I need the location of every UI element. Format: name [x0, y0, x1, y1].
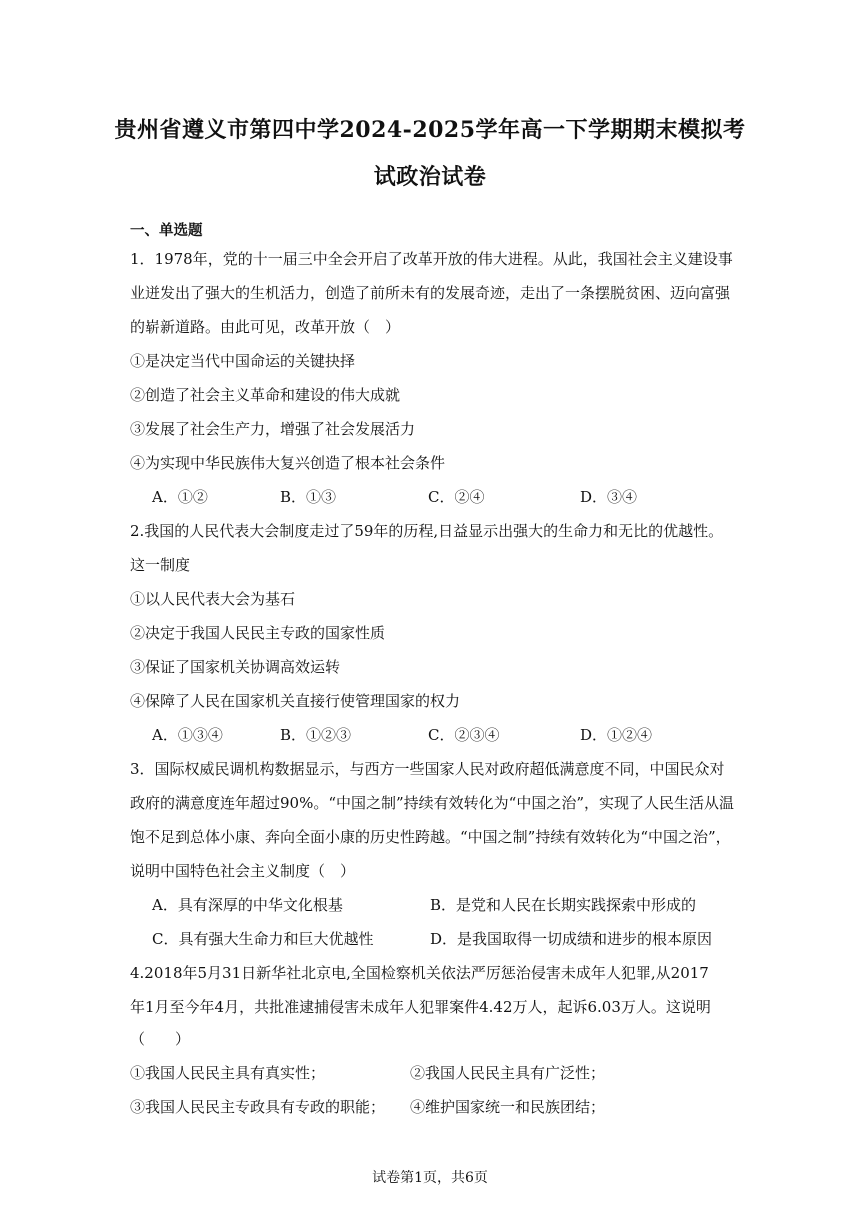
q1-option-d[interactable]: D．③④ [580, 488, 638, 506]
q3-stem-line: 3．国际权威民调机构数据显示，与西方一些国家人民对政府超低满意度不同，中国民众对 [130, 760, 725, 778]
q1-statement: ③发展了社会生产力，增强了社会发展活力 [130, 420, 416, 438]
q2-statement: ②决定于我国人民民主专政的国家性质 [130, 624, 386, 642]
q1-stem-line: 1．1978年，党的十一届三中全会开启了改革开放的伟大进程。从此，我国社会主义建设事 [130, 250, 733, 268]
q4-stem-line: （ ） [130, 1030, 191, 1048]
q3-option-b[interactable]: B．是党和人民在长期实践探索中形成的 [430, 896, 697, 914]
q4-statement-4: ④维护国家统一和民族团结； [410, 1098, 606, 1116]
q3-option-c[interactable]: C．具有强大生命力和巨大优越性 [152, 930, 374, 948]
q1-stem-line: 业迸发出了强大的生机活力，创造了前所未有的发展奇迹，走出了一条摆脱贫困、迈向富强 [130, 284, 731, 302]
q2-statement: ③保证了国家机关协调高效运转 [130, 658, 341, 676]
q1-stem-line: 的崭新道路。由此可见，改革开放（ ） [130, 318, 401, 336]
q2-option-d[interactable]: D．①②④ [580, 726, 653, 744]
q2-option-a[interactable]: A．①③④ [152, 726, 223, 744]
q2-statement: ④保障了人民在国家机关直接行使管理国家的权力 [130, 692, 461, 710]
q4-statement-1: ①我国人民民主具有真实性； [130, 1064, 326, 1082]
q2-statement: ①以人民代表大会为基石 [130, 590, 296, 608]
q2-option-b[interactable]: B．①②③ [280, 726, 352, 744]
q3-stem-line: 政府的满意度连年超过90%。“中国之制”持续有效转化为“中国之治”，实现了人民生活从温 [130, 794, 735, 812]
q1-option-c[interactable]: C．②④ [428, 488, 485, 506]
q3-stem-line: 饱不足到总体小康、奔向全面小康的历史性跨越。“中国之制”持续有效转化为“中国之治”， [130, 828, 731, 846]
exam-title-line1: 贵州省遵义市第四中学2024-2025学年高一下学期期末模拟考 [114, 117, 746, 143]
q4-stem-line: 4.2018年5月31日新华社北京电,全国检察机关依法严厉惩治侵害未成年人犯罪,从2017 [130, 964, 709, 982]
q4-statement-2: ②我国人民民主具有广泛性； [410, 1064, 606, 1082]
q1-statement: ②创造了社会主义革命和建设的伟大成就 [130, 386, 401, 404]
q2-stem-line: 2.我国的人民代表大会制度走过了59年的历程,日益显示出强大的生命力和无比的优越性。 [130, 522, 724, 540]
q4-stem-line: 年1月至今年4月，共批准逮捕侵害未成年人犯罪案件4.42万人，起诉6.03万人。这说明 [130, 998, 711, 1016]
q3-option-a[interactable]: A．具有深厚的中华文化根基 [152, 896, 343, 914]
q1-statement: ①是决定当代中国命运的关键抉择 [130, 352, 356, 370]
section-heading: 一、单选题 [130, 222, 203, 239]
q3-stem-line: 说明中国特色社会主义制度（ ） [130, 862, 356, 880]
exam-title-line2: 试政治试卷 [373, 164, 487, 190]
q4-statement-3: ③我国人民民主专政具有专政的职能； [130, 1098, 386, 1116]
q1-statement: ④为实现中华民族伟大复兴创造了根本社会条件 [130, 454, 446, 472]
q2-stem-line: 这一制度 [130, 556, 191, 574]
page-footer: 试卷第1页，共6页 [372, 1170, 488, 1186]
q1-option-a[interactable]: A．①② [152, 488, 208, 506]
q1-option-b[interactable]: B．①③ [280, 488, 337, 506]
q3-option-d[interactable]: D．是我国取得一切成绩和进步的根本原因 [430, 930, 713, 948]
q2-option-c[interactable]: C．②③④ [428, 726, 500, 744]
